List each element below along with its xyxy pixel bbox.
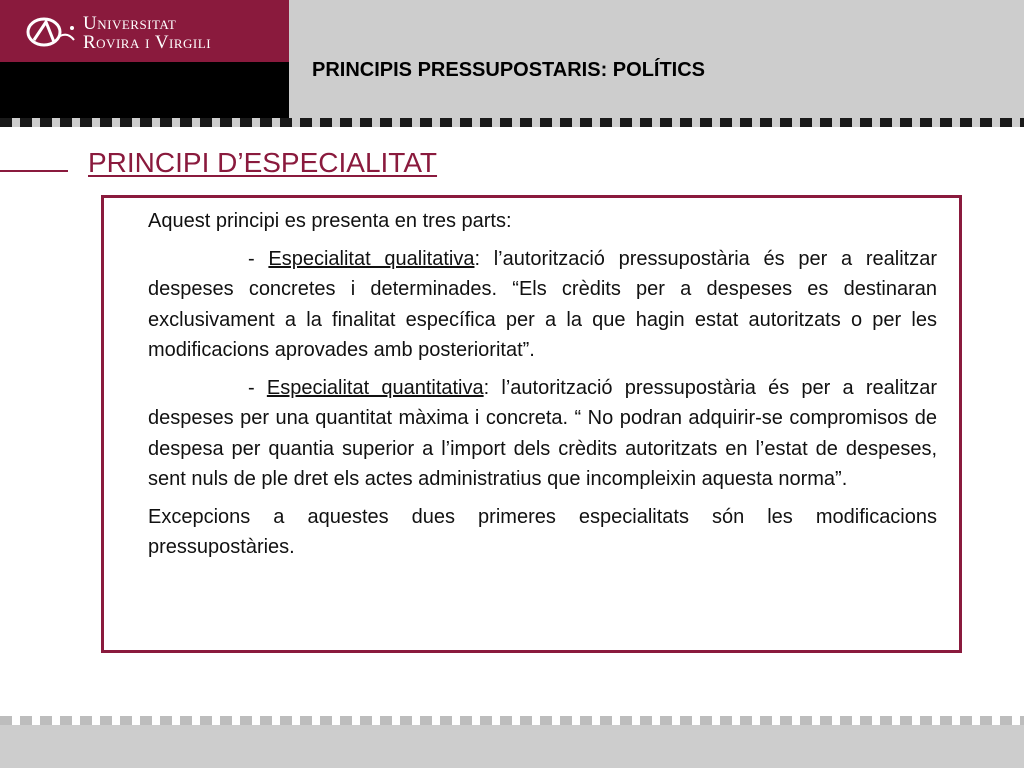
quantitative-text: : l’autorització pressupostària és per a realitzar despeses per una quantitat màxima i concreta. “ No podran adquirir-se compromisos de despesa per quantia superior a l’import dels crèdits autoritzats en l’estat de despeses, sent nuls de ple dret els actes administratius que incompleixin aquesta norma”. — [148, 376, 937, 490]
qualitative-term: Especialitat qualitativa — [268, 247, 475, 270]
section-title: PRINCIPI D’ESPECIALITAT — [88, 147, 438, 178]
intro-paragraph: Aquest principi es presenta en tres parts: — [148, 210, 512, 232]
closing-paragraph: Excepcions a aquestes dues primeres especialitats són les modificacions pressupostàries. — [148, 505, 937, 558]
header-black-band — [0, 62, 289, 118]
quantitative-prefix: - — [248, 376, 267, 399]
university-name — [83, 14, 211, 52]
qualitative-prefix: - — [248, 247, 269, 270]
bottom-dashed-border — [0, 716, 1024, 725]
university-seal-icon — [24, 14, 80, 50]
university-name-line1: Universitat — [83, 13, 177, 34]
header-title: PRINCIPIS PRESSUPOSTARIS: POLÍTICS — [312, 59, 706, 81]
qualitative-paragraph — [148, 244, 937, 366]
content-body — [148, 206, 937, 563]
quantitative-term: Especialitat quantitativa — [266, 376, 484, 399]
university-logo-block — [0, 0, 289, 62]
qualitative-text: : l’autorització pressupostària és per a realitzar despeses concretes i determinades. “Els crèdits per a despeses es destinaran exclusivament a la finalitat específica per a la que hagin estat autoritzats o per les modificacions aprovades amb posterioritat”. — [148, 247, 937, 361]
section-rule — [0, 170, 68, 172]
top-dashed-border — [0, 118, 1024, 127]
quantitative-paragraph — [148, 373, 937, 495]
university-name-line2: Rovira i Virgili — [83, 32, 212, 53]
footer-background — [0, 725, 1024, 768]
